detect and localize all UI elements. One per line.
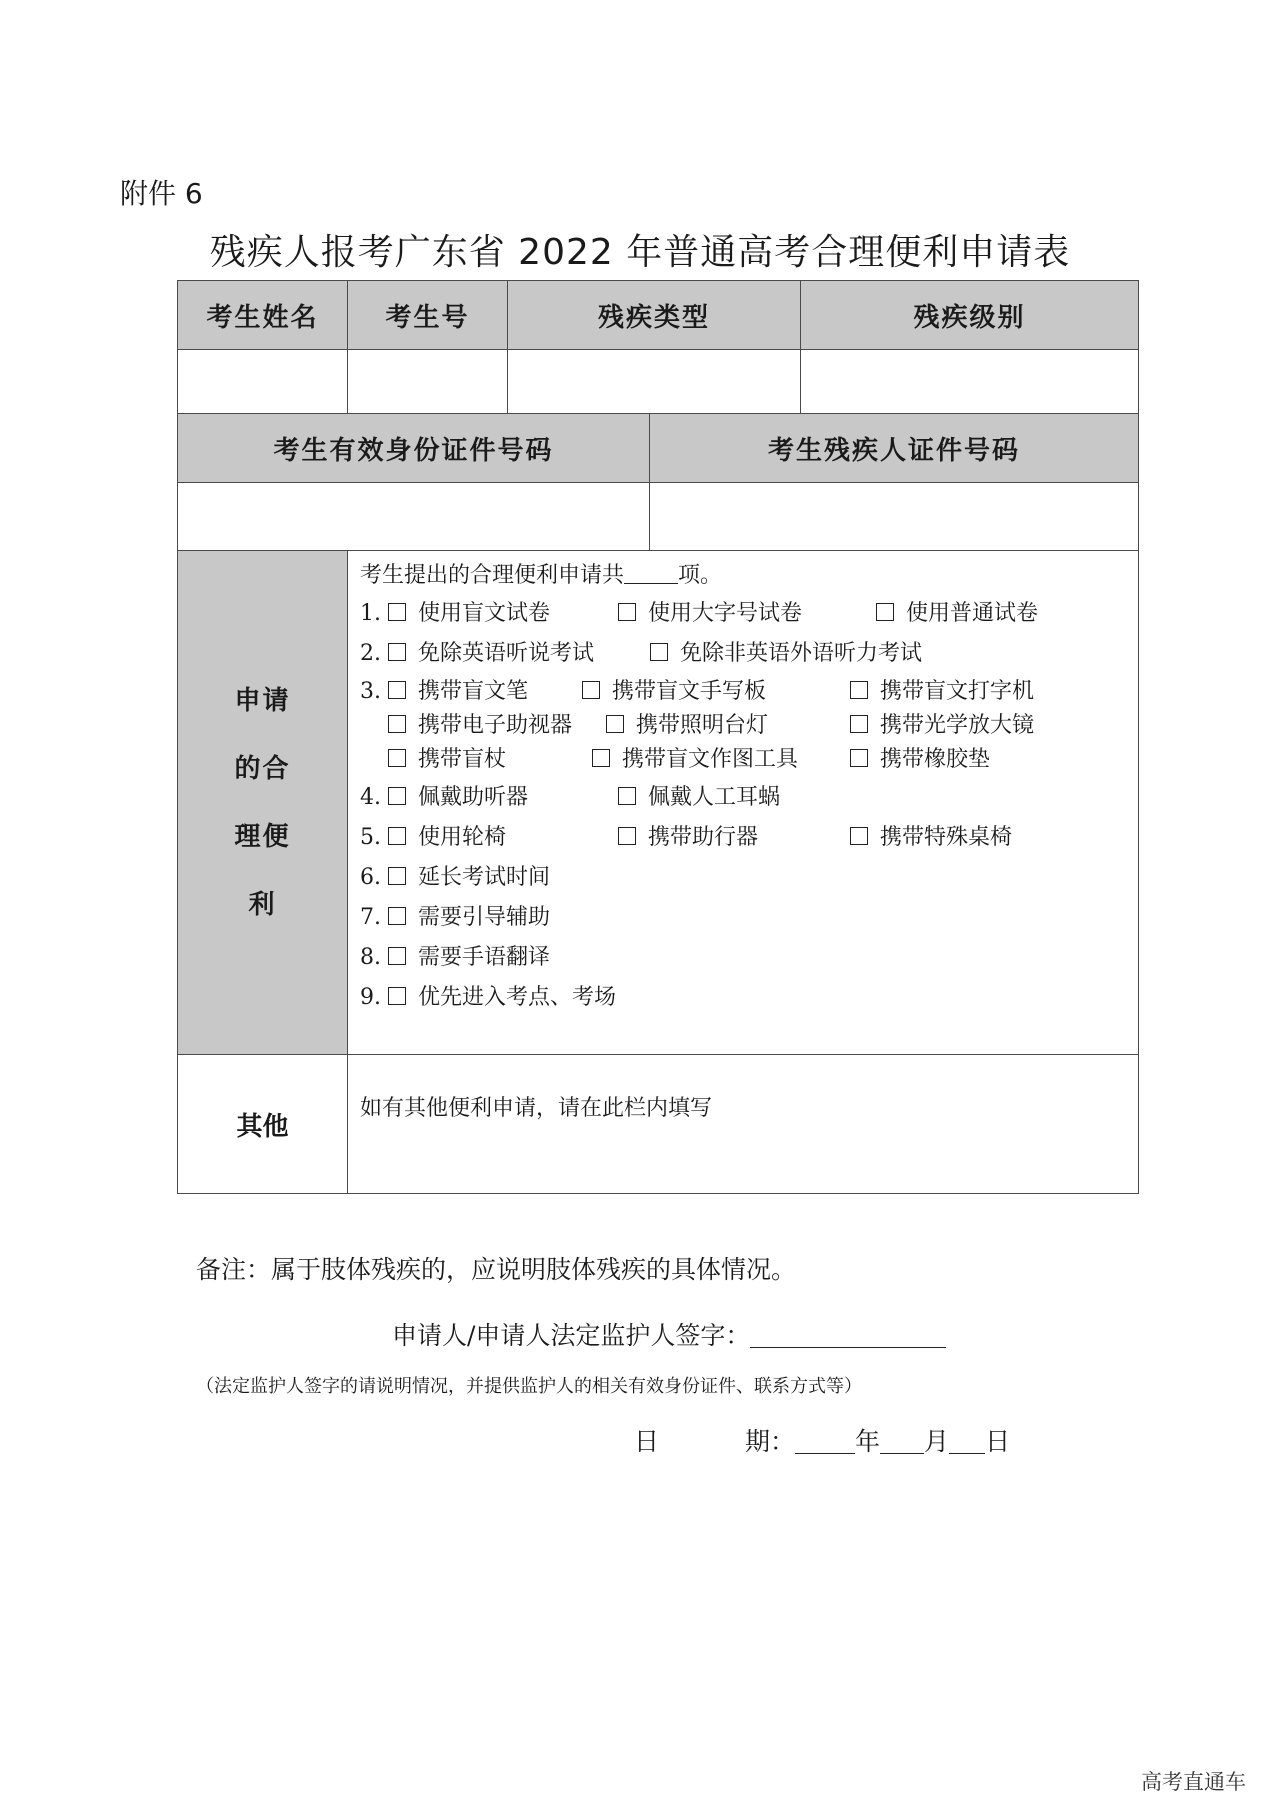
disability-type-field[interactable] xyxy=(508,350,801,414)
count-suffix: 项。 xyxy=(678,563,723,588)
header-disability-type: 残疾类型 xyxy=(508,281,801,350)
option-number: 8. xyxy=(360,945,381,970)
option-label: 携带盲文手写板 xyxy=(612,679,767,704)
option-row-2 xyxy=(360,637,1138,671)
option-number: 2. xyxy=(360,641,381,666)
count-prefix: 考生提出的合理便利申请共 xyxy=(360,563,625,588)
checkbox-hearing-aid[interactable] xyxy=(388,787,406,805)
day-label: 日 xyxy=(985,1427,1011,1456)
disability-cert-field[interactable] xyxy=(650,483,1139,551)
option-label: 携带光学放大镜 xyxy=(880,713,1035,738)
option-label: 优先进入考点、考场 xyxy=(418,985,617,1010)
option-label: 携带助行器 xyxy=(648,825,759,850)
year-field[interactable] xyxy=(795,1425,855,1454)
option-label: 携带盲文笔 xyxy=(418,679,529,704)
option-label: 携带盲文作图工具 xyxy=(622,747,799,772)
option-label: 携带照明台灯 xyxy=(636,713,769,738)
option-row-4 xyxy=(360,781,1138,815)
option-label: 携带盲杖 xyxy=(418,747,507,772)
accommodation-label-line: 理便 xyxy=(234,821,291,852)
option-row-3b xyxy=(360,709,1138,743)
attachment-label: 附件 6 xyxy=(120,177,203,210)
checkbox-braille-typewriter[interactable] xyxy=(850,681,868,699)
count-blank[interactable] xyxy=(624,561,678,584)
option-number: 3. xyxy=(360,679,381,704)
date-label-1: 日 xyxy=(634,1427,660,1456)
day-field[interactable] xyxy=(949,1425,985,1454)
option-row-3 xyxy=(360,675,1138,709)
option-label: 佩戴人工耳蜗 xyxy=(648,785,781,810)
exam-no-field[interactable] xyxy=(348,350,508,414)
option-label: 携带特殊桌椅 xyxy=(880,825,1013,850)
option-number: 6. xyxy=(360,865,381,890)
year-label: 年 xyxy=(855,1427,881,1456)
checkbox-guide-assistance[interactable] xyxy=(388,907,406,925)
option-label: 携带电子助视器 xyxy=(418,713,573,738)
checkbox-braille-slate[interactable] xyxy=(582,681,600,699)
checkbox-white-cane[interactable] xyxy=(388,749,406,767)
option-label: 使用普通试卷 xyxy=(906,601,1039,626)
option-label: 使用盲文试卷 xyxy=(418,601,551,626)
signature-label: 申请人/申请人法定监护人签字： xyxy=(392,1321,751,1350)
checkbox-braille-drawing-tools[interactable] xyxy=(592,749,610,767)
month-label: 月 xyxy=(924,1427,950,1456)
guardian-note: （法定监护人签字的请说明情况，并提供监护人的相关有效身份证件、联系方式等） xyxy=(196,1376,862,1397)
header-name: 考生姓名 xyxy=(178,281,348,350)
option-label: 使用大字号试卷 xyxy=(648,601,803,626)
checkbox-large-print-paper[interactable] xyxy=(618,603,636,621)
month-field[interactable] xyxy=(880,1425,924,1454)
option-row-1 xyxy=(360,597,1138,631)
option-number: 5. xyxy=(360,825,381,850)
page-title: 残疾人报考广东省 2022 年普通高考合理便利申请表 xyxy=(209,232,1071,273)
header-id-number: 考生有效身份证件号码 xyxy=(178,414,650,483)
option-label: 使用轮椅 xyxy=(418,825,507,850)
checkbox-wheelchair[interactable] xyxy=(388,827,406,845)
checkbox-special-desk-chair[interactable] xyxy=(850,827,868,845)
accommodation-label-line: 利 xyxy=(248,889,277,920)
signature-field[interactable] xyxy=(750,1319,946,1348)
application-form-table xyxy=(177,280,1139,1194)
header-disability-level: 残疾级别 xyxy=(801,281,1139,350)
other-field[interactable] xyxy=(348,1055,1139,1194)
option-label: 需要引导辅助 xyxy=(418,905,551,930)
other-hint: 如有其他便利申请，请在此栏内填写 xyxy=(360,1096,713,1121)
checkbox-optical-magnifier[interactable] xyxy=(850,715,868,733)
checkbox-desk-lamp[interactable] xyxy=(606,715,624,733)
option-label: 需要手语翻译 xyxy=(418,945,551,970)
accommodation-options xyxy=(348,551,1139,1055)
checkbox-braille-paper[interactable] xyxy=(388,603,406,621)
option-number: 7. xyxy=(360,905,381,930)
option-label: 免除英语听说考试 xyxy=(418,641,595,666)
header-exam-no: 考生号 xyxy=(348,281,508,350)
disability-level-field[interactable] xyxy=(801,350,1139,414)
option-number: 4. xyxy=(360,785,381,810)
watermark-text: 高考直通车 xyxy=(1141,1770,1246,1794)
checkbox-priority-entry[interactable] xyxy=(388,987,406,1005)
accommodation-label-line: 申请 xyxy=(234,685,291,716)
id-number-field[interactable] xyxy=(178,483,650,551)
checkbox-normal-paper[interactable] xyxy=(876,603,894,621)
option-row-6 xyxy=(360,861,1138,895)
option-number: 9. xyxy=(360,985,381,1010)
signature-line xyxy=(392,1316,946,1352)
date-line xyxy=(634,1422,1010,1458)
name-field[interactable] xyxy=(178,350,348,414)
option-number: 1. xyxy=(360,601,381,626)
checkbox-exempt-other-listening[interactable] xyxy=(650,643,668,661)
option-row-9 xyxy=(360,981,1138,1015)
date-label-2: 期： xyxy=(745,1427,796,1456)
checkbox-sign-language[interactable] xyxy=(388,947,406,965)
checkbox-cochlear-implant[interactable] xyxy=(618,787,636,805)
checkbox-extended-time[interactable] xyxy=(388,867,406,885)
checkbox-braille-pen[interactable] xyxy=(388,681,406,699)
checkbox-walker[interactable] xyxy=(618,827,636,845)
other-label: 其他 xyxy=(178,1055,348,1194)
option-label: 免除非英语外语听力考试 xyxy=(680,641,923,666)
option-label: 佩戴助听器 xyxy=(418,785,529,810)
option-row-3c xyxy=(360,743,1138,777)
header-disability-cert: 考生残疾人证件号码 xyxy=(650,414,1139,483)
option-row-7 xyxy=(360,901,1138,935)
option-row-5 xyxy=(360,821,1138,855)
option-row-8 xyxy=(360,941,1138,975)
remark-text: 备注：属于肢体残疾的，应说明肢体残疾的具体情况。 xyxy=(196,1255,797,1284)
checkbox-exempt-english-listening[interactable] xyxy=(388,643,406,661)
accommodation-count-line xyxy=(360,557,1138,595)
checkbox-electronic-magnifier[interactable] xyxy=(388,715,406,733)
accommodation-label-line: 的合 xyxy=(234,753,291,784)
accommodation-label-cell xyxy=(178,551,348,1055)
checkbox-rubber-mat[interactable] xyxy=(850,749,868,767)
option-label: 携带橡胶垫 xyxy=(880,747,991,772)
option-label: 携带盲文打字机 xyxy=(880,679,1035,704)
option-label: 延长考试时间 xyxy=(418,865,551,890)
